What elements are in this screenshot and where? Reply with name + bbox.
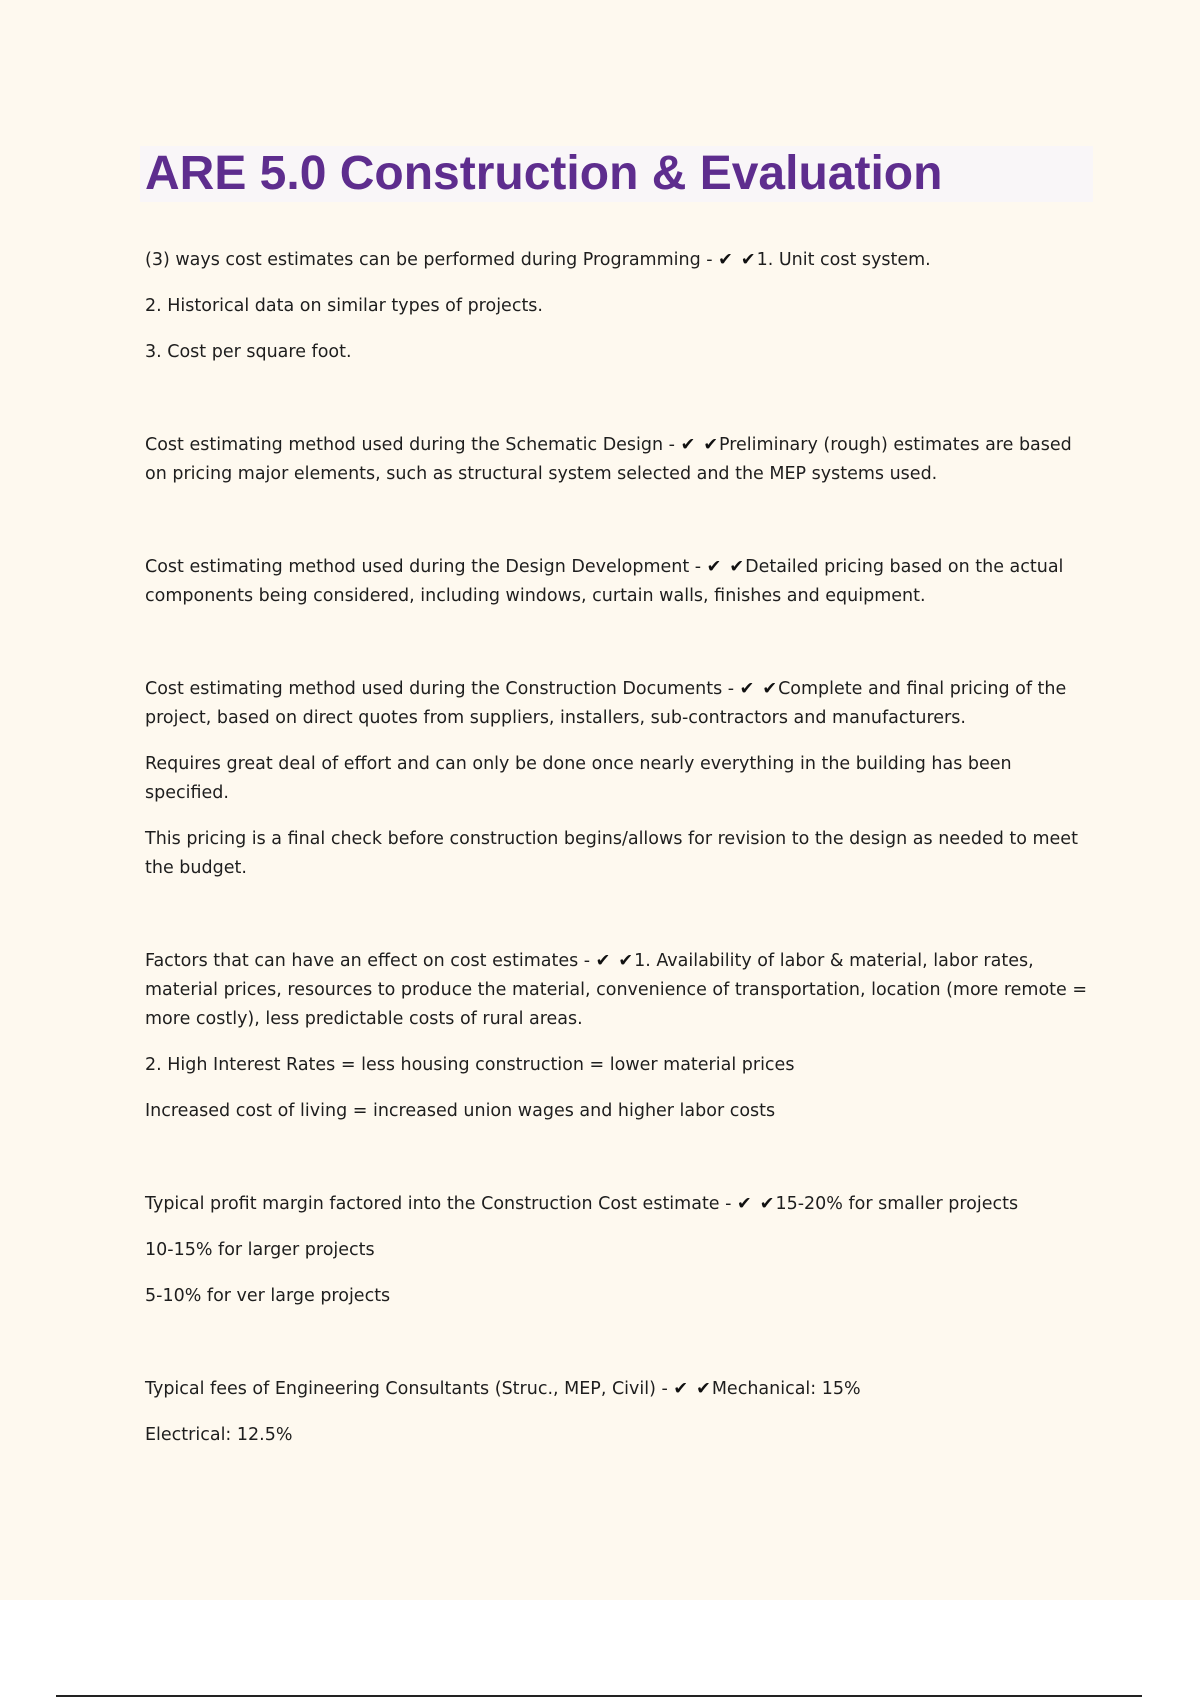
question-text: Cost estimating method used during the Schematic Design -	[145, 435, 681, 455]
double-check-icon: ✔ ✔	[680, 435, 719, 455]
double-check-icon: ✔ ✔	[673, 1379, 712, 1399]
answer-continuation: 2. High Interest Rates = less housing construction = lower material prices	[145, 1055, 795, 1075]
answer-text: 15-20% for smaller projects	[775, 1194, 1019, 1214]
answer-continuation: This pricing is a final check before construction begins/allows for revision to the design as needed to meet the budget.	[145, 829, 1078, 878]
question-text: Cost estimating method used during the Design Development -	[145, 557, 707, 577]
double-check-icon: ✔ ✔	[737, 1194, 776, 1214]
flashcard-entry	[145, 553, 1090, 611]
answer-text: Mechanical: 15%	[711, 1379, 861, 1399]
answer-continuation: 3. Cost per square foot.	[145, 342, 352, 362]
flashcard-entry	[145, 675, 1090, 733]
double-check-icon: ✔ ✔	[718, 250, 757, 270]
double-check-icon: ✔ ✔	[706, 557, 746, 577]
answer-text: Detailed pricing based on the actual components being considered, including windows, curtain walls, finishes and equipment.	[145, 557, 1064, 606]
answer-text: 1. Availability of labor & material, labor rates, material prices, resources to produce the material, convenience of transportation, location (more remote = more costly), less predictable costs of rural areas.	[145, 951, 1088, 1029]
answer-continuation: 10-15% for larger projects	[145, 1240, 375, 1260]
answer-continuation: 2. Historical data on similar types of projects.	[145, 296, 543, 316]
document-title: ARE 5.0 Construction & Evaluation	[145, 147, 943, 200]
answer-continuation: Electrical: 12.5%	[145, 1425, 293, 1445]
answer-continuation: 5-10% for ver large projects	[145, 1286, 391, 1306]
question-text: Factors that can have an effect on cost estimates -	[145, 951, 596, 971]
answer-text: 1. Unit cost system.	[756, 250, 931, 270]
double-check-icon: ✔ ✔	[595, 951, 635, 971]
flashcard-entry	[145, 947, 1090, 1034]
flashcard-entry	[145, 1375, 1090, 1404]
double-check-icon: ✔ ✔	[739, 679, 779, 699]
question-text: Typical fees of Engineering Consultants (Struc., MEP, Civil) -	[145, 1379, 674, 1399]
flashcard-entry	[145, 1190, 1090, 1219]
answer-text: Complete and final pricing of the project, based on direct quotes from suppliers, installers, sub-contractors and manufacturers.	[145, 679, 1067, 728]
answer-continuation: Requires great deal of effort and can only be done once nearly everything in the building has been specified.	[145, 754, 1012, 803]
answer-continuation: Increased cost of living = increased union wages and higher labor costs	[145, 1101, 776, 1121]
question-text: Cost estimating method used during the Construction Documents -	[145, 679, 740, 699]
flashcard-list	[145, 246, 1090, 1467]
flashcard-entry	[145, 431, 1090, 489]
question-text: (3) ways cost estimates can be performed during Programming -	[145, 250, 719, 270]
flashcard-entry	[145, 246, 1090, 275]
page-divider	[56, 1695, 1142, 1697]
answer-text: Preliminary (rough) estimates are based on pricing major elements, such as structural system selected and the MEP systems used.	[145, 435, 1072, 484]
question-text: Typical profit margin factored into the Construction Cost estimate -	[145, 1194, 738, 1214]
